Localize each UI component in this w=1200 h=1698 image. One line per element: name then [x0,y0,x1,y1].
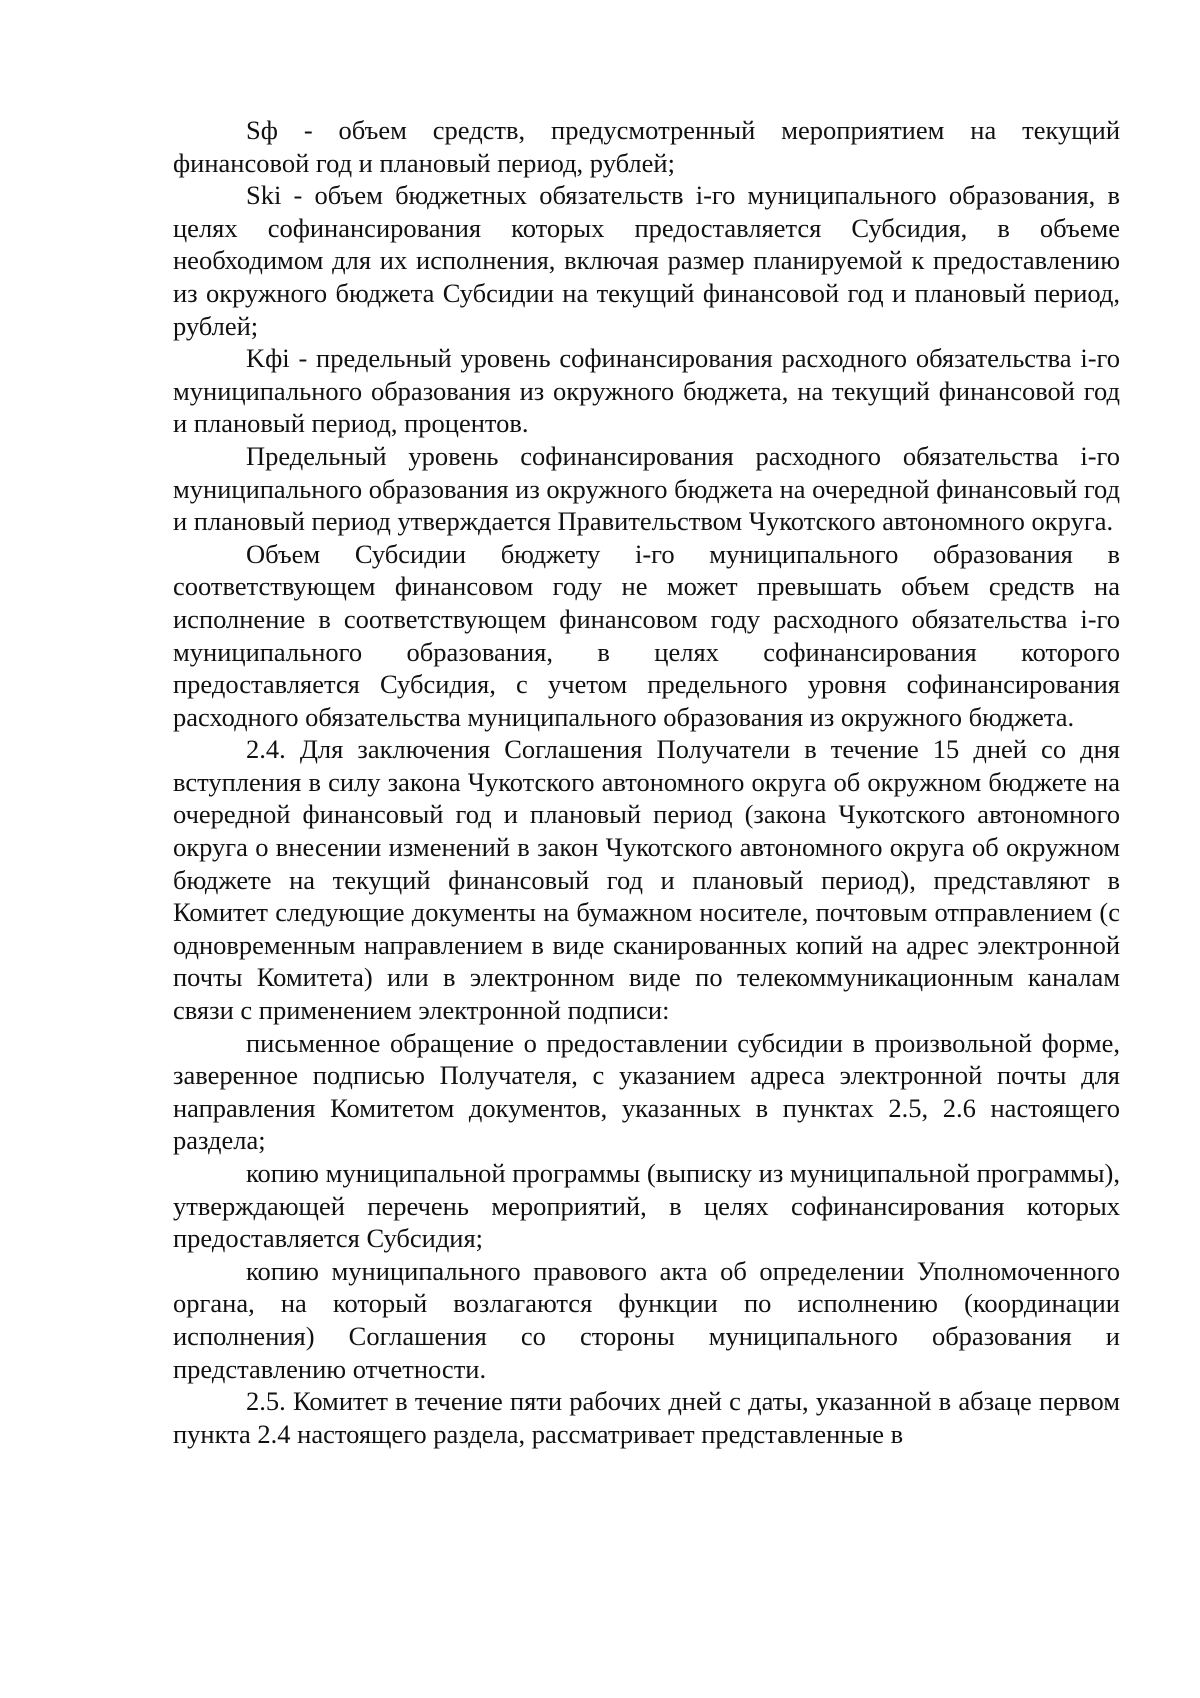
paragraph-program-copy: копию муниципальной программы (выписку из муниципальной программы), утверждающей перечень мероприятий, в целях софинансирования которых предоставляется Субсидия; [173,1158,1120,1254]
paragraph-sf-definition: Sф - объем средств, предусмотренный мероприятием на текущий финансовой год и плановый период, рублей; [173,115,1120,178]
paragraph-ski-definition: Ski - объем бюджетных обязательств i-го муниципального образования, в целях софинансирования которых предоставляется Субсидия, в объеме необходимом для их исполнения, включая размер планируемой к предоставлению из окружного бюджета Субсидии на текущий финансовой год и плановый период, рублей; [173,180,1120,341]
paragraph-kfi-definition: Kфi - предельный уровень софинансирования расходного обязательства i-го муниципального образования из окружного бюджета, на текущий финансовой год и плановый период, процентов. [173,343,1120,439]
paragraph-subsidy-volume: Объем Субсидии бюджету i-го муниципального образования в соответствующем финансовом году не может превышать объем средств на исполнение в соответствующем финансовом году расходного обязательства i-го муниципального образования, в целях софинансирования которого предоставляется Субсидия, с учетом предельного уровня софинансирования расходного обязательства муниципального образования из окружного бюджета. [173,538,1120,732]
paragraph-written-request: письменное обращение о предоставлении субсидии в произвольной форме, заверенное подписью Получателя, с указанием адреса электронной почты для направления Комитетом документов, указанных в пунктах 2.5, 2.6 настоящего раздела; [173,1027,1120,1156]
paragraph-cofinancing-limit: Предельный уровень софинансирования расходного обязательства i-го муниципального образования из окружного бюджета на очередной финансовый год и плановый период утверждается Правительством Чукотского автономного округа. [173,440,1121,537]
document-body [173,114,1120,1450]
paragraph-clause-2-5: 2.5. Комитет в течение пяти рабочих дней с даты, указанной в абзаце первом пункта 2.4 настоящего раздела, рассматривает представленные в [173,1386,1120,1449]
paragraph-clause-2-4: 2.4. Для заключения Соглашения Получатели в течение 15 дней со дня вступления в силу закона Чукотского автономного округа об окружном бюджете на очередной финансовый год и плановый период (закона Чукотского автономного округа о внесении изменений в закон Чукотского автономного округа об окружном бюджете на текущий финансовый год и плановый период), представляют в Комитет следующие документы на бумажном носителе, почтовым отправлением (с одновременным направлением в виде сканированных копий на адрес электронной почты Комитета) или в электронном виде по телекоммуникационным каналам связи с применением электронной подписи: [173,734,1120,1026]
paragraph-legal-act-copy: копию муниципального правового акта об определении Уполномоченного органа, на который возлагаются функции по исполнению (координации исполнения) Соглашения со стороны муниципального образования и представлению отчетности. [173,1255,1120,1384]
